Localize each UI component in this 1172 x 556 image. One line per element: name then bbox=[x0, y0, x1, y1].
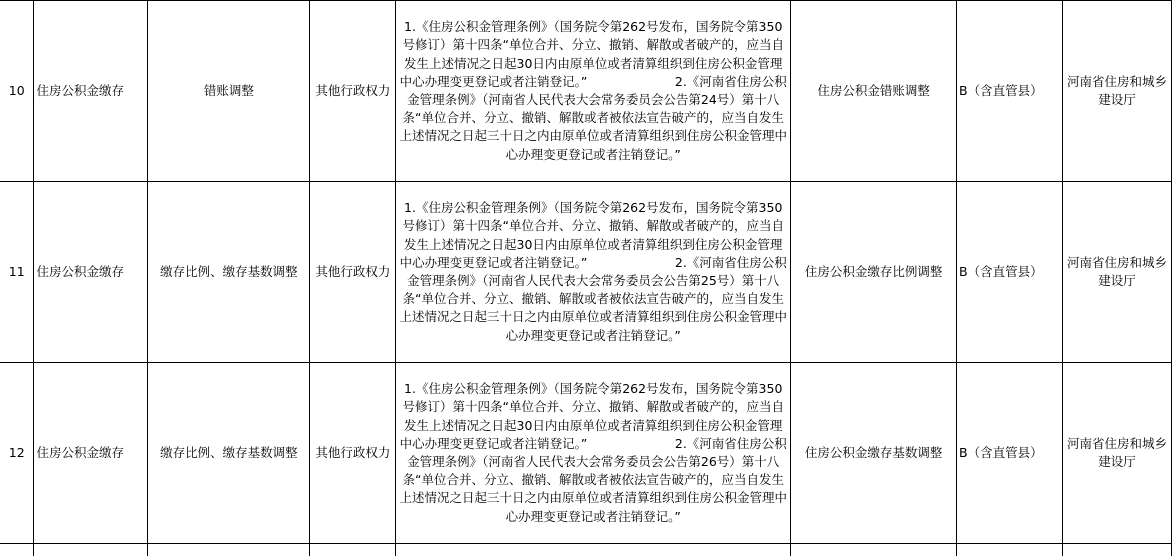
department-cell[interactable]: 河南省住房和城乡建设厅 bbox=[1063, 363, 1172, 544]
sub-item-cell[interactable]: 缴存比例、缴存基数调整 bbox=[148, 182, 310, 363]
table-row bbox=[0, 182, 1172, 363]
legal-basis-cell[interactable]: 1.《住房公积金管理条例》（国务院令第262号发布，国务院令第350号修订）第十四条“单位合并、分立、撤销、解散或者破产的，应当自发生上述情况之日起30日内由原单位或者清算组织到住房公积金管理中心办理变更登记或者注销登记。” 2.《河南省住房公积金管理条例》（河南省人民代表大会常务委员会公告第24号）第十八条“单位合并、分立、撤销、解散或者被依法宣告破产的，应当自发生上述情况之日起三十日之内由原单位或者清算组织到住房公积金管理中心办理变更登记或者注销登记。” bbox=[396, 1, 791, 182]
empty-cell[interactable] bbox=[310, 544, 396, 556]
level-cell[interactable]: B（含直管县） bbox=[957, 1, 1063, 182]
empty-cell[interactable] bbox=[0, 544, 34, 556]
level-cell[interactable]: B（含直管县） bbox=[957, 182, 1063, 363]
power-type-cell[interactable]: 其他行政权力 bbox=[310, 182, 396, 363]
legal-basis-cell[interactable]: 1.《住房公积金管理条例》（国务院令第262号发布，国务院令第350号修订）第十四条“单位合并、分立、撤销、解散或者破产的，应当自发生上述情况之日起30日内由原单位或者清算组织到住房公积金管理中心办理变更登记或者注销登记。” 2.《河南省住房公积金管理条例》（河南省人民代表大会常务委员会公告第25号）第十八条“单位合并、分立、撤销、解散或者被依法宣告破产的，应当自发生上述情况之日起三十日之内由原单位或者清算组织到住房公积金管理中心办理变更登记或者注销登记。” bbox=[396, 182, 791, 363]
sub-item-cell[interactable]: 错账调整 bbox=[148, 1, 310, 182]
empty-cell[interactable] bbox=[1063, 544, 1172, 556]
main-item-cell[interactable]: 住房公积金缴存 bbox=[34, 1, 148, 182]
empty-cell[interactable] bbox=[957, 544, 1063, 556]
empty-cell[interactable] bbox=[148, 544, 310, 556]
main-item-cell[interactable]: 住房公积金缴存 bbox=[34, 363, 148, 544]
table-row bbox=[0, 363, 1172, 544]
table-row-partial bbox=[0, 544, 1172, 556]
service-name-cell[interactable]: 住房公积金缴存基数调整 bbox=[791, 363, 957, 544]
service-name-cell[interactable]: 住房公积金缴存比例调整 bbox=[791, 182, 957, 363]
power-type-cell[interactable]: 其他行政权力 bbox=[310, 363, 396, 544]
legal-basis-cell[interactable]: 1.《住房公积金管理条例》（国务院令第262号发布，国务院令第350号修订）第十四条“单位合并、分立、撤销、解散或者破产的，应当自发生上述情况之日起30日内由原单位或者清算组织到住房公积金管理中心办理变更登记或者注销登记。” 2.《河南省住房公积金管理条例》（河南省人民代表大会常务委员会公告第26号）第十八条“单位合并、分立、撤销、解散或者被依法宣告破产的，应当自发生上述情况之日起三十日之内由原单位或者清算组织到住房公积金管理中心办理变更登记或者注销登记。” bbox=[396, 363, 791, 544]
level-cell[interactable]: B（含直管县） bbox=[957, 363, 1063, 544]
table-row bbox=[0, 1, 1172, 182]
service-name-cell[interactable]: 住房公积金错账调整 bbox=[791, 1, 957, 182]
empty-cell[interactable] bbox=[396, 544, 791, 556]
seq-cell[interactable]: 12 bbox=[0, 363, 34, 544]
empty-cell[interactable] bbox=[791, 544, 957, 556]
power-type-cell[interactable]: 其他行政权力 bbox=[310, 1, 396, 182]
department-cell[interactable]: 河南省住房和城乡建设厅 bbox=[1063, 182, 1172, 363]
department-cell[interactable]: 河南省住房和城乡建设厅 bbox=[1063, 1, 1172, 182]
main-item-cell[interactable]: 住房公积金缴存 bbox=[34, 182, 148, 363]
seq-cell[interactable]: 10 bbox=[0, 1, 34, 182]
sub-item-cell[interactable]: 缴存比例、缴存基数调整 bbox=[148, 363, 310, 544]
seq-cell[interactable]: 11 bbox=[0, 182, 34, 363]
empty-cell[interactable] bbox=[34, 544, 148, 556]
